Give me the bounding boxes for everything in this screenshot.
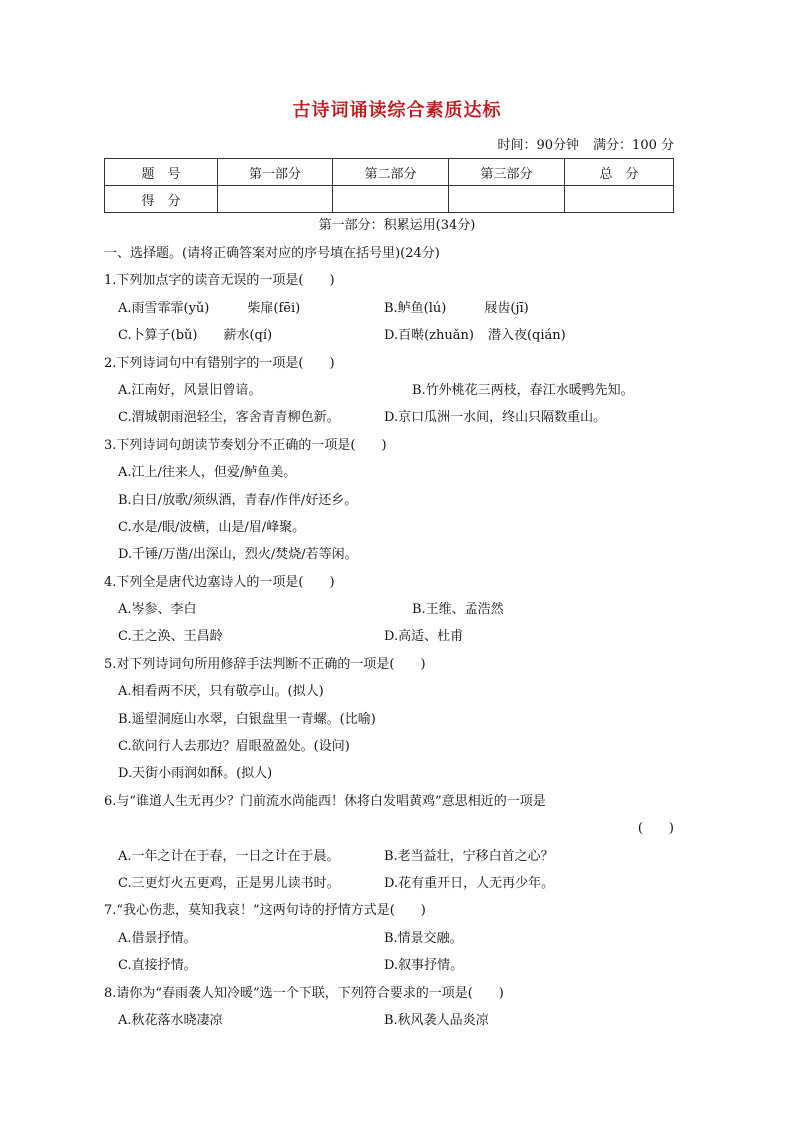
option-a-extra: 柴扉(fēi) [247, 300, 301, 316]
option-b: B.情景交融。 [384, 930, 463, 946]
full-score: 满分：100 分 [593, 138, 674, 153]
header-cell: 第三部分 [449, 159, 565, 186]
option-a: A.江南好，风景旧曾谙。 [118, 382, 262, 398]
option-row [104, 596, 674, 623]
score-cell[interactable] [333, 186, 449, 213]
question-stem: 1.下列加点字的读音无误的一项是( ) [104, 273, 335, 289]
option-row [104, 843, 674, 870]
option-row [104, 952, 674, 979]
option-b: B.竹外桃花三两枝，春江水暖鸭先知。 [412, 382, 634, 398]
score-cell[interactable] [565, 186, 674, 213]
option-d: D.高适、杜甫 [384, 629, 464, 645]
score-table-header [105, 159, 674, 186]
option-b: B.白日/放歌/须纵酒，青春/作伴/好还乡。 [118, 492, 358, 508]
header-cell: 题 号 [105, 159, 218, 186]
option-row [104, 870, 674, 897]
option-b: B.老当益壮，宁移白首之心？ [384, 848, 554, 864]
option-row [104, 623, 674, 650]
question-stem: 4.下列全是唐代边塞诗人的一项是( ) [104, 574, 335, 590]
option-d: D.花有重开日，人无再少年。 [384, 875, 555, 891]
option-d: D.百啭(zhuǎn) [384, 328, 474, 344]
part-instruction: 一、选择题。(请将正确答案对应的序号填在括号里)(24分) [104, 246, 440, 261]
option-a: A.江上/往来人，但爱/鲈鱼美。 [118, 465, 297, 481]
row-label: 得 分 [105, 186, 218, 213]
question-stem: 8.请你为“春雨袭人知冷暖”选一个下联，下列符合要求的一项是( ) [104, 985, 504, 1001]
option-row [104, 404, 674, 431]
option-b-extra: 屐齿(jī) [484, 300, 529, 316]
option-a: A.秋花落水晓凄凉 [118, 1012, 223, 1028]
option-d: D.京口瓜洲一水间，终山只隔数重山。 [384, 410, 607, 426]
header-cell: 总 分 [565, 159, 674, 186]
score-table-row [105, 186, 674, 213]
option-d-extra: 潜入夜(qián) [487, 328, 566, 344]
option-b: B.秋风袭人品炎凉 [384, 1012, 489, 1028]
option-row [104, 322, 674, 349]
option-row [104, 1007, 674, 1034]
option-a: A.雨雪霏霏(yǔ) [118, 300, 210, 316]
option-a: A.岑参、李白 [118, 602, 197, 618]
header-cell: 第二部分 [333, 159, 449, 186]
answer-bracket: ( ) [637, 821, 674, 837]
questions [104, 240, 674, 1034]
option-c: C.直接抒情。 [118, 958, 197, 974]
score-cell[interactable] [218, 186, 333, 213]
option-c-extra: 薪水(qí) [223, 328, 273, 344]
page-title: 古诗词诵读综合素质达标 [292, 100, 502, 121]
section-heading: 第一部分：积累运用(34分) [318, 218, 476, 233]
option-a: A.借景抒情。 [118, 930, 197, 946]
option-row [104, 295, 674, 322]
option-c: C.三更灯火五更鸡，正是男儿读书时。 [118, 875, 340, 891]
option-c: C.卜算子(bǔ) [118, 328, 198, 344]
option-a: A.相看两不厌，只有敬亭山。(拟人) [118, 684, 324, 700]
option-c: C.水是/眼/波横，山是/眉/峰聚。 [118, 519, 306, 535]
question-stem: 6.与“谁道人生无再少？门前流水尚能西！休将白发唱黄鸡”意思相近的一项是 [104, 793, 546, 809]
option-c: C.渭城朝雨浥轻尘，客舍青青柳色新。 [118, 410, 340, 426]
option-row [104, 925, 674, 952]
header-cell: 第一部分 [218, 159, 333, 186]
option-a: A.一年之计在于春，一日之计在于晨。 [118, 848, 340, 864]
option-c: C.王之涣、王昌龄 [118, 629, 223, 645]
option-c: C.欲问行人去那边？眉眼盈盈处。(设问) [118, 739, 350, 755]
option-d: D.天街小雨润如酥。(拟人) [118, 766, 273, 782]
exam-meta [498, 134, 675, 153]
time-limit: 时间：90分钟 [497, 138, 580, 153]
option-d: D.千锤/万凿/出深山，烈火/焚烧/若等闲。 [118, 547, 358, 563]
question-stem: 3.下列诗词句朗读节奏划分不正确的一项是( ) [104, 437, 387, 453]
score-cell[interactable] [449, 186, 565, 213]
score-table [104, 158, 674, 213]
option-row [104, 377, 674, 404]
option-b: B.王维、孟浩然 [412, 602, 504, 618]
option-b: B.遥望洞庭山水翠，白银盘里一青螺。(比喻) [118, 711, 376, 727]
question-stem: 5.对下列诗词句所用修辞手法判断不正确的一项是( ) [104, 656, 426, 672]
question-stem: 7.“我心伤悲，莫知我哀！”这两句诗的抒情方式是( ) [104, 903, 426, 919]
question-stem: 2.下列诗词句中有错别字的一项是( ) [104, 355, 335, 371]
option-d: D.叙事抒情。 [384, 958, 464, 974]
option-b: B.鲈鱼(lú) [384, 300, 447, 316]
